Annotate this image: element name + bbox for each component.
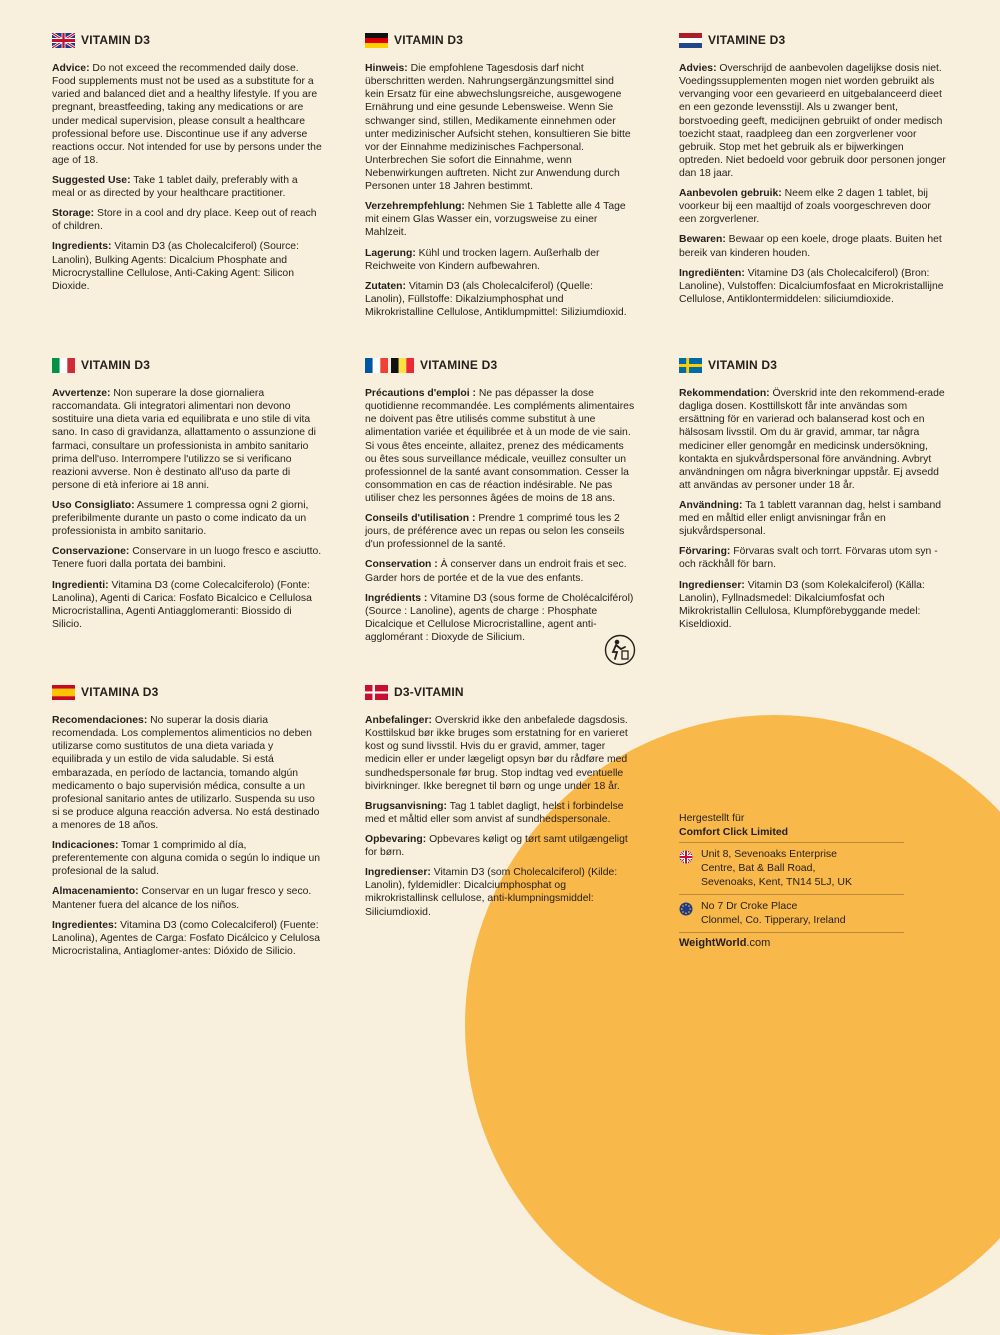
paragraph-label: Verzehrempfehlung: [365, 201, 465, 213]
paragraph-label: Advies: [679, 63, 717, 75]
uk-address-line: Sevenoaks, Kent, TN14 5LJ, UK [701, 875, 852, 888]
info-paragraph [52, 174, 322, 200]
paragraph-label: Zutaten: [365, 280, 406, 292]
spain-flag-icon [52, 685, 75, 700]
paragraph-text: Opbevares køligt og tørt samt utilgængeligt for børn. [365, 833, 628, 859]
brand-domain: .com [746, 937, 771, 950]
paragraph-text: Vitamine D3 (als Cholecalciferol) (Bron: Lanoline), Vulstoffen: Dicalciumfosfaat en Microkristallijne Cellulose, Antiklontermiddelen: siliciumdioxide. [679, 267, 944, 305]
section-es [52, 685, 322, 965]
paragraph-text: Overschrijd de aanbevolen dagelijkse dosis niet. Voedingssupplementen mogen niet worden gebruikt als vervanging voor een gevarieerd en uitgebalanceerd dieet en een gezonde levensstijl. Als u zwanger bent, borstvoeding geeft, medicijnen gebruikt of onder medisch toezicht staat, raadpleeg dan een zorgverlener voor gebruik. Stop met het gebruik als er bijwerkingen optreden. Niet bedoeld voor gebruik door personen jonger dan 18 jaar. [679, 63, 946, 179]
eu-address [679, 898, 904, 929]
section-header [365, 33, 635, 48]
section-nl [679, 33, 949, 313]
info-paragraph [365, 62, 635, 193]
eu-flag-icon [679, 902, 693, 916]
paragraph-text: Ta 1 tablett varannan dag, helst i samband med en måltid eller enligt anvisningar från en sjukvårdspersonal. [679, 499, 942, 538]
paragraph-label: Suggested Use: [52, 174, 131, 186]
paragraph-label: Bewaren: [679, 234, 726, 246]
paragraph-text: Tag 1 tablet dagligt, helst i forbindelse med et måltid eller som anvist af sundhedspersonale. [365, 800, 624, 825]
info-paragraph [365, 592, 635, 644]
made-for-label: Hergestellt für [679, 812, 745, 824]
sweden-flag-icon [679, 358, 702, 373]
section-it [52, 358, 322, 638]
section-se [679, 358, 949, 638]
eu-address-line: Clonmel, Co. Tipperary, Ireland [701, 913, 846, 926]
paragraph-text: Prendre 1 comprimé tous les 2 jours, de préférence avec un repas ou selon les conseils d'un professionnel de la santé. [365, 513, 625, 551]
uk-flag-icon [679, 850, 693, 864]
brand-website [679, 936, 904, 950]
paragraph-text: No superar la dosis diaria recomendada. Los complementos alimenticios no deben utilizarse como sustitutos de una dieta variada y equilibrada y un estilo de vida saludable. Si está embarazada, en período de lactancia, tomando algún medicamento o bajo supervisión médica, consulte a un profesional sanitario antes de utilizarlo. Suspenda su uso si se produce alguna reacción adversa. No está destinado a menores de 18 años. [52, 715, 320, 831]
italy-flag-icon [52, 358, 75, 373]
paragraph-label: Hinweis: [365, 63, 408, 75]
info-paragraph [365, 200, 635, 239]
paragraph-text: Nehmen Sie 1 Tablette alle 4 Tage mit einem Glas Wasser ein, vorzugsweise zu einer Mahlzeit. [365, 201, 626, 239]
info-paragraph [365, 512, 635, 551]
paragraph-label: Anbefalinger: [365, 715, 432, 727]
germany-flag-icon [365, 33, 388, 48]
paragraph-text: Förvaras svalt och torrt. Förvaras utom syn - och räckhåll för barn. [679, 546, 938, 571]
info-paragraph [52, 579, 322, 631]
flag-group [52, 685, 75, 700]
paragraph-label: Conseils d'utilisation : [365, 513, 476, 525]
info-paragraph [52, 240, 322, 292]
section-header [52, 33, 322, 48]
paragraph-label: Storage: [52, 208, 95, 220]
info-paragraph [52, 885, 322, 911]
paragraph-label: Conservation : [365, 559, 438, 571]
eu-address-line: No 7 Dr Croke Place [701, 900, 798, 913]
paragraph-text: Vitamin D3 (as Cholecalciferol) (Source: Lanolin), Bulking Agents: Dicalcium Phosphate and Microcrystalline Cellulose, Anti-Caking Agent: Silicon Dioxide. [52, 241, 299, 292]
paragraph-label: Förvaring: [679, 546, 731, 558]
paragraph-label: Ingrédients : [365, 592, 428, 604]
section-header [52, 358, 322, 373]
flag-group [365, 685, 388, 700]
paragraph-label: Lagerung: [365, 247, 416, 259]
info-paragraph [365, 558, 635, 584]
section-title: VITAMIN D3 [81, 33, 151, 47]
section-title: VITAMINE D3 [708, 33, 786, 47]
paragraph-label: Uso Consigliato: [52, 499, 135, 511]
section-title: VITAMINE D3 [420, 358, 498, 372]
paragraph-label: Ingredientes: [52, 919, 118, 931]
paragraph-label: Ingrediënten: [679, 267, 745, 279]
section-header [365, 358, 635, 373]
paragraph-text: Non superare la dose giornaliera raccomandata. Gli integratori alimentari non devono sostituire una dieta varia ed equilibrata e uno stile di vita sano. In caso di gravidanza, allattamento o assunzione di farmaci, consultare un professionista in ambito sanitario prima dell'uso. Interrompere l'utilizzo se si verificano reazioni avverse. Non è destinato all'uso da parte di persone di età inferiore ai 18 anni. [52, 388, 316, 491]
paragraph-text: Vitamin D3 (som Kolekalciferol) (Källa: Lanolin), Fyllnadsmedel: Dikalciumfosfat och Mikrokristallin Cellulosa, Klumpförebyggande medel: Kiseldioxid. [679, 579, 925, 630]
paragraph-text: Ne pas dépasser la dose quotidienne recommandée. Les compléments alimentaires ne doivent pas être utilisés comme substitut à une alimentation variée et équilibrée et à un mode de vie sain. Si vous êtes enceinte, allaitez, prenez des médicaments ou êtes sous surveillance médicale, veuillez consulter un professionnel de la santé avant consommation. Cesser la consommation en cas de réaction indésirable. Ne pas utiliser chez les personnes âgées de moins de 18 ans. [365, 388, 635, 504]
paragraph-text: Tomar 1 comprimido al día, preferentemente con alguna comida o según lo indique un profesional de la salud. [52, 840, 321, 878]
uk-address-line: Unit 8, Sevenoaks Enterprise [701, 848, 837, 861]
section-title: VITAMIN D3 [81, 358, 151, 372]
paragraph-text: Vitamina D3 (como Colecalciferol) (Fuente: Lanolina), Agentes de Carga: Fosfato Dicálcico y Celulosa Microcristalina, Antiaglomer-antes: Dióxido de Silicio. [52, 919, 320, 957]
info-paragraph [679, 267, 949, 306]
paragraph-label: Opbevaring: [365, 833, 427, 845]
paragraph-text: Die empfohlene Tagesdosis darf nicht überschritten werden. Nahrungsergänzungsmittel sind kein Ersatz für eine abwechslungsreiche, ausgewogene Ernährung und eine gesunde Lebensweise. Wenn Sie schwanger sind, stillen, Medikamente einnehmen oder unter medizinischer Aufsicht stehen, konsultieren Sie bitte vor der Einnahme medizinisches Fachpersonal. Unterbrechen Sie sofort die Einnahme, wenn Nebenwirkungen auftreten. Nicht zur Anwendung durch Personen unter 18 Jahren bestimmt. [365, 63, 631, 193]
paragraph-label: Ingredienti: [52, 579, 109, 591]
paragraph-label: Användning: [679, 499, 743, 511]
paragraph-label: Ingredienser: [365, 867, 431, 879]
info-paragraph [52, 839, 322, 878]
section-fr [365, 358, 635, 651]
paragraph-text: Vitamina D3 (come Colecalciferolo) (Fonte: Lanolina), Agenti di Carica: Fosfato Bicalcico e Cellulosa Microcristallina, Agenti Antiagglomeranti: Biossido di Silicio. [52, 579, 312, 630]
paragraph-label: Rekommendation: [679, 388, 770, 400]
section-title: VITAMIN D3 [394, 33, 464, 47]
section-header [679, 358, 949, 373]
info-paragraph [365, 247, 635, 273]
paragraph-text: À conserver dans un endroit frais et sec. Garder hors de portée et de la vue des enfants. [365, 559, 627, 584]
paragraph-text: Vitamin D3 (als Cholecalciferol) (Quelle: Lanolin), Füllstoffe: Dikalziumphosphat und Mikrokristalline Cellulose, Antiklumpmittel: Siliziumdioxid. [365, 280, 627, 318]
info-paragraph [679, 187, 949, 226]
paragraph-text: Overskrid ikke den anbefalede dagsdosis. Kosttilskud bør ikke bruges som erstatning for en varieret kost og sund livsstil. Hvis du er gravid, ammer, tager medicin eller er under lægeligt opsyn bør du rådføre med sundhedspersonale før brug. Stop indtag ved eventuelle bivirkninger. Ikke beregnet til børn og unge under 18 år. [365, 715, 628, 792]
brand-name: WeightWorld [679, 937, 747, 950]
info-paragraph [679, 62, 949, 180]
paragraph-label: Aanbevolen gebruik: [679, 188, 782, 200]
info-paragraph [679, 387, 949, 492]
info-paragraph [52, 545, 322, 571]
info-paragraph [679, 579, 949, 631]
paragraph-label: Avvertenze: [52, 388, 111, 400]
section-header [679, 33, 949, 48]
paragraph-text: Store in a cool and dry place. Keep out of reach of children. [52, 208, 317, 233]
section-header [365, 685, 635, 700]
paragraph-label: Almacenamiento: [52, 886, 139, 898]
info-paragraph [679, 499, 949, 538]
paragraph-text: Vitamin D3 (som Cholecalciferol) (Kilde: Lanolin), fyldemidler: Dicalciumphosphat og mikrokristallinsk cellulose, anti-klumpningsmiddel: Siliciumdioxid. [365, 867, 618, 918]
paragraph-label: Conservazione: [52, 546, 130, 558]
info-paragraph [52, 714, 322, 832]
info-paragraph [365, 800, 635, 826]
uk-address [679, 846, 904, 891]
flag-group [365, 358, 414, 373]
flag-group [365, 33, 388, 48]
info-paragraph [365, 714, 635, 793]
section-dk [365, 685, 635, 926]
paragraph-label: Brugsanvisning: [365, 800, 447, 812]
info-paragraph [52, 387, 322, 492]
france-flag-icon [365, 358, 388, 373]
belgium-flag-icon [391, 358, 414, 373]
paragraph-text: Bewaar op een koele, droge plaats. Buiten het bereik van kinderen houden. [679, 234, 942, 259]
paragraph-text: Conservare in un luogo fresco e asciutto. Tenere fuori dalla portata dei bambini. [52, 546, 322, 571]
info-paragraph [365, 280, 635, 319]
paragraph-text: Kühl und trocken lagern. Außerhalb der Reichweite von Kindern aufbewahren. [365, 247, 600, 272]
info-paragraph [52, 207, 322, 233]
paragraph-label: Recomendaciones: [52, 715, 148, 727]
company-name: Comfort Click Limited [679, 825, 789, 838]
uk-address-line: Centre, Bat & Ball Road, [701, 861, 816, 874]
paragraph-text: Neem elke 2 dagen 1 tablet, bij voorkeur bij een maaltijd of zoals voorgeschreven door een zorgverlener. [679, 188, 931, 226]
flag-group [52, 33, 75, 48]
paragraph-label: Advice: [52, 63, 90, 75]
paragraph-label: Ingredienser: [679, 579, 745, 591]
manufacturer-block [679, 812, 904, 951]
paragraph-text: Take 1 tablet daily, preferably with a meal or as directed by your healthcare practitioner. [52, 174, 298, 200]
paragraph-text: Assumere 1 compressa ogni 2 giorni, preferibilmente durante un pasto o come indicato da un professionista in ambito sanitario. [52, 499, 309, 538]
info-paragraph [52, 62, 322, 167]
flag-group [679, 33, 702, 48]
netherlands-flag-icon [679, 33, 702, 48]
paragraph-label: Indicaciones: [52, 840, 119, 852]
section-de [365, 33, 635, 326]
section-en [52, 33, 322, 300]
paragraph-label: Ingredients: [52, 241, 112, 253]
section-title: D3-VITAMIN [394, 685, 464, 699]
tidyman-recycle-icon [604, 634, 636, 666]
info-paragraph [679, 233, 949, 259]
info-paragraph [365, 387, 635, 505]
denmark-flag-icon [365, 685, 388, 700]
paragraph-text: Conservar en un lugar fresco y seco. Mantener fuera del alcance de los niños. [52, 886, 312, 911]
paragraph-text: Överskrid inte den rekommend-erade dagliga dosen. Kosttillskott får inte användas som ersättning för en varierad och balanserad kost och en hälsosam livsstil. Om du är gravid, ammar, tar några mediciner eller genomgår en medicinsk undersökning, kontakta en sjukvårdspersonal före användning. Avbryt användningen om några biverkningar uppstår. Ej avsedd att användas av personer under 18 år. [679, 388, 945, 491]
section-title: VITAMINA D3 [81, 685, 159, 699]
paragraph-text: Do not exceed the recommended daily dose. Food supplements must not be used as a substitute for a varied and balanced diet and a healthy lifestyle. If you are pregnant, breastfeeding, taking any medications or are under medical supervision, please consult a healthcare professional before use. Discontinue use if any adverse reactions occur. Not intended for use by persons under the age of 18. [52, 63, 322, 166]
flag-group [679, 358, 702, 373]
paragraph-label: Précautions d'emploi : [365, 388, 477, 400]
uk-flag-icon [52, 33, 75, 48]
info-paragraph [52, 919, 322, 958]
info-paragraph [679, 545, 949, 571]
info-paragraph [365, 833, 635, 859]
info-paragraph [52, 499, 322, 538]
section-title: VITAMIN D3 [708, 358, 778, 372]
info-paragraph [365, 866, 635, 918]
section-header [52, 685, 322, 700]
paragraph-text: Vitamine D3 (sous forme de Cholécalciférol) (Source : Lanoline), agents de charge : Phosphate Dicalcique et Cellulose Microcristalline, agent anti-agglomérant : Dioxyde de Silicium. [365, 592, 634, 643]
flag-group [52, 358, 75, 373]
